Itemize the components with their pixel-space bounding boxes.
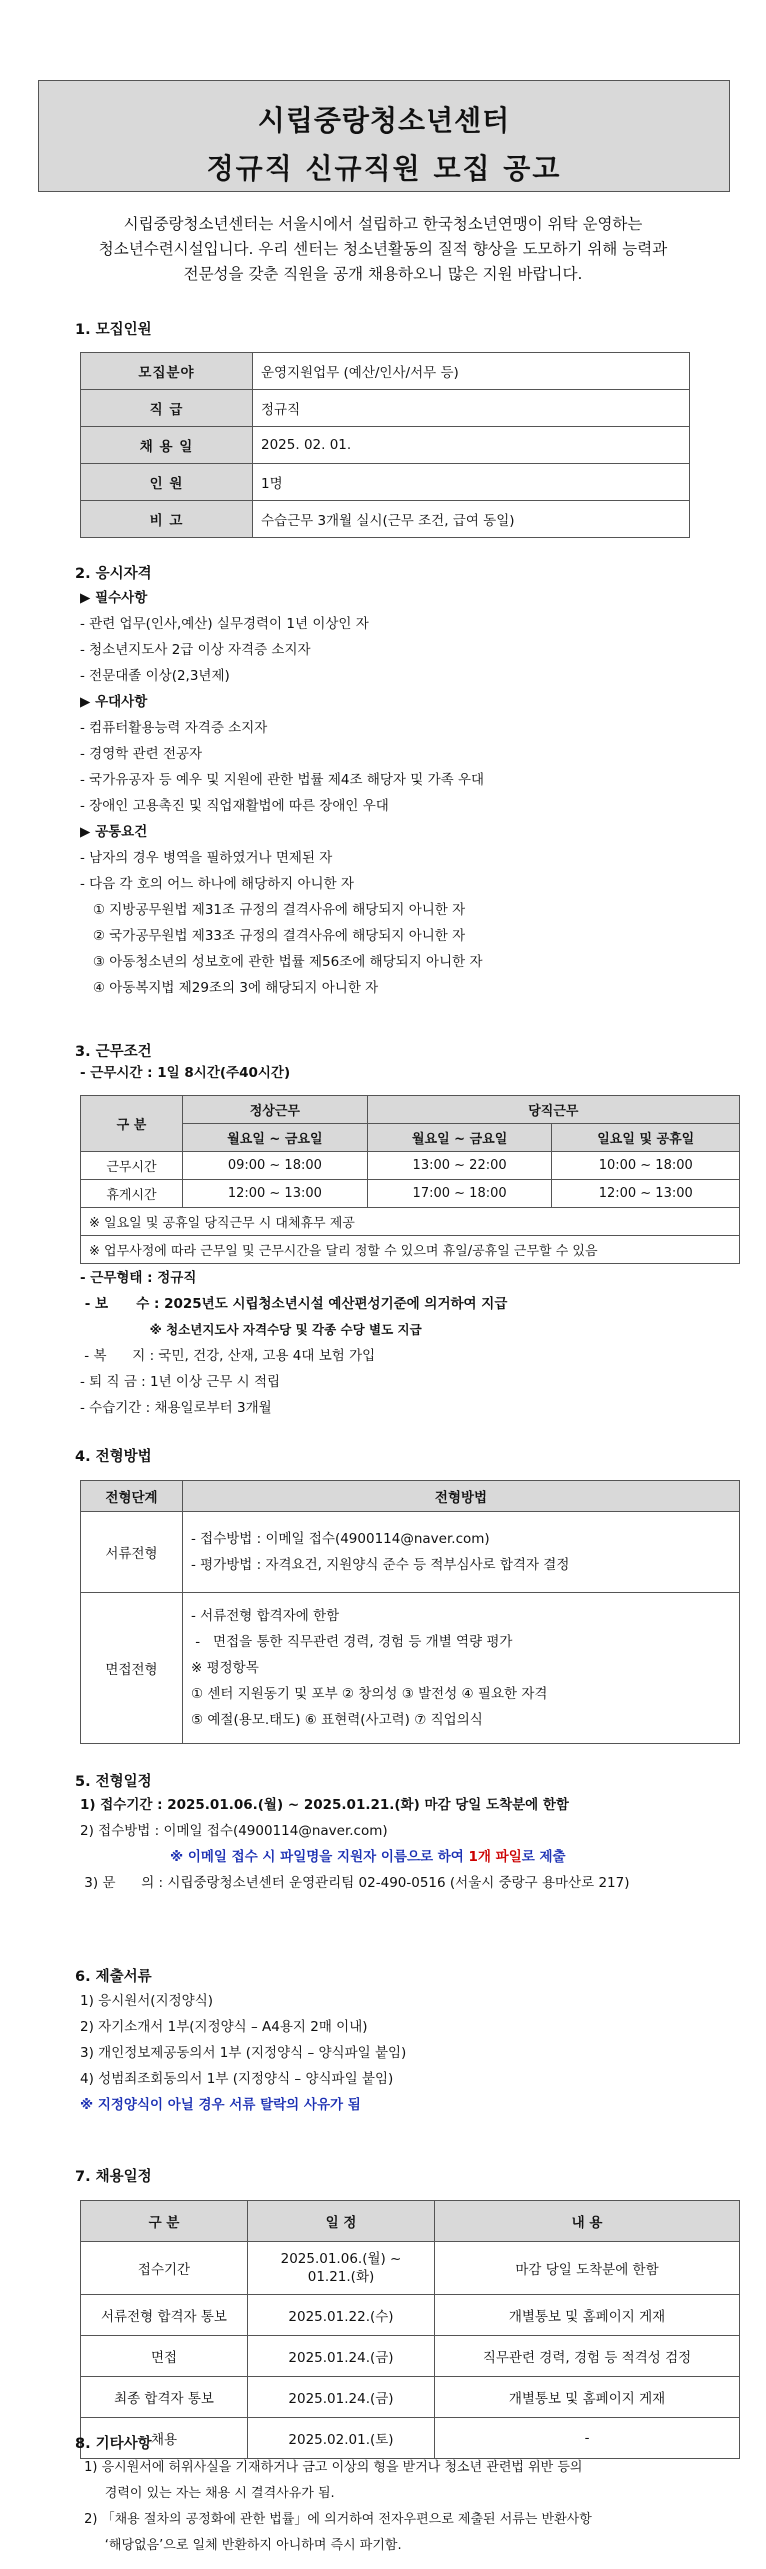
table-cell: 휴게시간 <box>81 1180 183 1208</box>
list-item: 2) 접수방법 : 이메일 접수(4900114@naver.com) <box>80 1823 388 1839</box>
table-cell: 09:00 ~ 18:00 <box>183 1152 368 1180</box>
section-5-title: 5. 전형일정 <box>75 1774 152 1790</box>
selection-table <box>80 1480 740 1744</box>
table-header: 전형단계 <box>81 1481 183 1512</box>
table-header: 전형방법 <box>183 1481 740 1512</box>
work-hours: - 근무시간 : 1일 8시간(주40시간) <box>80 1065 291 1081</box>
table-header: 구 분 <box>81 1096 183 1152</box>
table-cell: 개별통보 및 홈페이지 게재 <box>435 2377 740 2418</box>
misc-list <box>80 2455 592 2559</box>
table-cell: 접수기간 <box>81 2242 248 2295</box>
table-cell: 운영지원업무 (예산/인사/서무 등) <box>253 353 690 390</box>
email-note-end: 로 제출 <box>521 1849 566 1865</box>
list-item: 1) 응시원서(지정양식) <box>80 1993 214 2009</box>
table-note: ※ 업무사정에 따라 근무일 및 근무시간을 달리 정할 수 있으며 휴일/공휴일 근무할 수 있음 <box>81 1236 740 1264</box>
list-item: 2) 「채용 절차의 공정화에 관한 법률」에 의거하여 전자우편으로 제출된 서류는 반환사항 <box>80 2512 592 2527</box>
list-item: - 전문대졸 이상(2,3년제) <box>80 668 230 684</box>
table-header: 인 원 <box>81 464 253 501</box>
list-item: 3) 개인정보제공동의서 1부 (지정양식 – 양식파일 붙임) <box>80 2045 407 2061</box>
intro-line: 시립중랑청소년센터는 서울시에서 설립하고 한국청소년연맹이 위탁 운영하는 <box>123 215 643 233</box>
qualification-list <box>80 585 484 1001</box>
table-cell: 2025.01.24.(금) <box>248 2377 435 2418</box>
recruitment-table <box>80 352 690 538</box>
table-cell <box>183 1593 740 1744</box>
hiring-schedule-table <box>80 2200 740 2459</box>
page-subtitle: 정규직 신규직원 모집 공고 <box>206 152 562 185</box>
table-header: 채 용 일 <box>81 427 253 464</box>
list-item: - 남자의 경우 병역을 필하였거나 면제된 자 <box>80 850 333 866</box>
table-header: 월요일 ~ 금요일 <box>367 1124 552 1152</box>
list-item: - 관련 업무(인사,예산) 실무경력이 1년 이상인 자 <box>80 616 369 632</box>
table-cell <box>183 1512 740 1593</box>
list-item <box>80 1844 629 1870</box>
list-item: ※ 청소년지도사 자격수당 및 각종 수당 별도 지급 <box>80 1322 422 1337</box>
table-cell: 정규직 <box>253 390 690 427</box>
table-cell: 17:00 ~ 18:00 <box>367 1180 552 1208</box>
table-header: 모집분야 <box>81 353 253 390</box>
table-cell: 서류전형 합격자 통보 <box>81 2295 248 2336</box>
list-item: - 복 지 : 국민, 건강, 산재, 고용 4대 보험 가입 <box>80 1348 376 1364</box>
table-cell: 2025.01.24.(금) <box>248 2336 435 2377</box>
section-1-title: 1. 모집인원 <box>75 322 152 338</box>
documents-list <box>80 1988 406 2118</box>
list-item: - 청소년지도사 2급 이상 자격증 소지자 <box>80 642 311 658</box>
method-line: - 평가방법 : 자격요건, 지원양식 준수 등 적부심사로 합격자 결정 <box>191 1557 570 1573</box>
table-cell: 2025.02.01.(토) <box>248 2418 435 2459</box>
list-item: ② 국가공무원법 제33조 규정의 결격사유에 해당되지 아니한 자 <box>80 928 466 944</box>
table-cell: 13:00 ~ 22:00 <box>367 1152 552 1180</box>
list-item: ‘해당없음’으로 일체 반환하지 아니하며 즉시 파기함. <box>80 2538 402 2553</box>
list-item: - 보 수 : 2025년도 시립청소년시설 예산편성기준에 의거하여 지급 <box>80 1296 508 1312</box>
list-item: - 근무형태 : 정규직 <box>80 1270 197 1286</box>
list-item: ④ 아동복지법 제29조의 3에 해당되지 아니한 자 <box>80 980 379 996</box>
page-title: 시립중랑청소년센터 <box>257 104 511 137</box>
table-cell: 최종 합격자 통보 <box>81 2377 248 2418</box>
method-line: - 접수방법 : 이메일 접수(4900114@naver.com) <box>191 1531 490 1547</box>
table-header: 월요일 ~ 금요일 <box>183 1124 368 1152</box>
table-cell: 2025. 02. 01. <box>253 427 690 464</box>
section-4-title: 4. 전형방법 <box>75 1449 152 1465</box>
section-7-title: 7. 채용일정 <box>75 2169 152 2185</box>
table-cell: 마감 당일 도착분에 한함 <box>435 2242 740 2295</box>
method-line: - 면접을 통한 직무관련 경력, 경험 등 개별 역량 평가 <box>191 1634 513 1650</box>
intro-text <box>60 212 706 287</box>
table-header: 내 용 <box>435 2201 740 2242</box>
method-line: ※ 평정항목 <box>191 1660 259 1676</box>
list-item: - 수습기간 : 채용일로부터 3개월 <box>80 1400 272 1416</box>
table-header: 비 고 <box>81 501 253 538</box>
table-cell: 12:00 ~ 13:00 <box>183 1180 368 1208</box>
intro-line: 전문성을 갖춘 직원을 공개 채용하오니 많은 지원 바랍니다. <box>183 265 583 283</box>
table-header: 구 분 <box>81 2201 248 2242</box>
email-note-highlight: 1개 파일 <box>468 1849 522 1865</box>
intro-line: 청소년수련시설입니다. 우리 센터는 청소년활동의 질적 향상을 도모하기 위해 능력과 <box>98 240 668 258</box>
table-cell: - <box>435 2418 740 2459</box>
table-cell: 서류전형 <box>81 1512 183 1593</box>
table-cell: 2025.01.22.(수) <box>248 2295 435 2336</box>
schedule-lines <box>80 1792 629 1896</box>
table-cell: 면접전형 <box>81 1593 183 1744</box>
list-item: - 경영학 관련 전공자 <box>80 746 203 762</box>
table-header: 일요일 및 공휴일 <box>552 1124 740 1152</box>
list-heading: ▶ 우대사항 <box>80 694 148 710</box>
work-conditions <box>80 1265 507 1421</box>
table-header: 정상근무 <box>183 1096 368 1124</box>
method-line: - 서류전형 합격자에 한함 <box>191 1608 340 1624</box>
work-hours-table <box>80 1095 740 1264</box>
table-header: 당직근무 <box>367 1096 739 1124</box>
email-note: ※ 이메일 접수 시 파일명을 지원자 이름으로 하여 <box>170 1849 469 1865</box>
list-item: 4) 성범죄조회동의서 1부 (지정양식 – 양식파일 붙임) <box>80 2071 394 2087</box>
section-2-title: 2. 응시자격 <box>75 566 152 582</box>
section-6-title: 6. 제출서류 <box>75 1969 152 1985</box>
section-8-title: 8. 기타사항 <box>75 2436 152 2452</box>
table-header: 일 정 <box>248 2201 435 2242</box>
warning-note: ※ 지정양식이 아닐 경우 서류 탈락의 사유가 됨 <box>80 2097 361 2113</box>
list-item: 2) 자기소개서 1부(지정양식 – A4용지 2매 이내) <box>80 2019 368 2035</box>
method-line: ① 센터 지원동기 및 포부 ② 창의성 ③ 발전성 ④ 필요한 자격 <box>191 1686 548 1702</box>
section-3-title: 3. 근무조건 <box>75 1044 152 1060</box>
table-cell: 10:00 ~ 18:00 <box>552 1152 740 1180</box>
list-item: 3) 문 의 : 시립중랑청소년센터 운영관리팀 02-490-0516 (서울시 중랑구 용마산로 217) <box>80 1875 630 1891</box>
table-cell: 2025.01.06.(월) ~ 01.21.(화) <box>248 2242 435 2295</box>
table-cell: 1명 <box>253 464 690 501</box>
table-cell: 수습근무 3개월 실시(근무 조건, 급여 동일) <box>253 501 690 538</box>
table-cell: 개별통보 및 홈페이지 게재 <box>435 2295 740 2336</box>
table-cell: 면접 <box>81 2336 248 2377</box>
list-item: 1) 응시원서에 허위사실을 기재하거나 금고 이상의 형을 받거나 청소년 관련법 위반 등의 <box>80 2460 583 2475</box>
list-item: 경력이 있는 자는 채용 시 결격사유가 됨. <box>80 2486 335 2501</box>
list-item: - 다음 각 호의 어느 하나에 해당하지 아니한 자 <box>80 876 354 892</box>
list-item: - 컴퓨터활용능력 자격증 소지자 <box>80 720 268 736</box>
list-item: - 국가유공자 등 예우 및 지원에 관한 법률 제4조 해당자 및 가족 우대 <box>80 772 485 788</box>
table-cell: 채용 <box>81 2418 248 2459</box>
list-heading: ▶ 공통요건 <box>80 824 148 840</box>
table-cell: 직무관련 경력, 경험 등 적격성 검정 <box>435 2336 740 2377</box>
table-cell: 12:00 ~ 13:00 <box>552 1180 740 1208</box>
list-item: - 퇴 직 금 : 1년 이상 근무 시 적립 <box>80 1374 281 1390</box>
list-item: 1) 접수기간 : 2025.01.06.(월) ~ 2025.01.21.(화) 마감 당일 도착분에 한함 <box>80 1797 569 1813</box>
table-cell: 근무시간 <box>81 1152 183 1180</box>
list-item: ① 지방공무원법 제31조 규정의 결격사유에 해당되지 아니한 자 <box>80 902 466 918</box>
table-note: ※ 일요일 및 공휴일 당직근무 시 대체휴무 제공 <box>81 1208 740 1236</box>
table-header: 직 급 <box>81 390 253 427</box>
list-item: ③ 아동청소년의 성보호에 관한 법률 제56조에 해당되지 아니한 자 <box>80 954 483 970</box>
method-line: ⑤ 예절(용모.태도) ⑥ 표현력(사고력) ⑦ 직업의식 <box>191 1712 483 1728</box>
list-item: - 장애인 고용촉진 및 직업재활법에 따른 장애인 우대 <box>80 798 389 814</box>
title-box <box>38 80 730 192</box>
list-heading: ▶ 필수사항 <box>80 590 148 606</box>
